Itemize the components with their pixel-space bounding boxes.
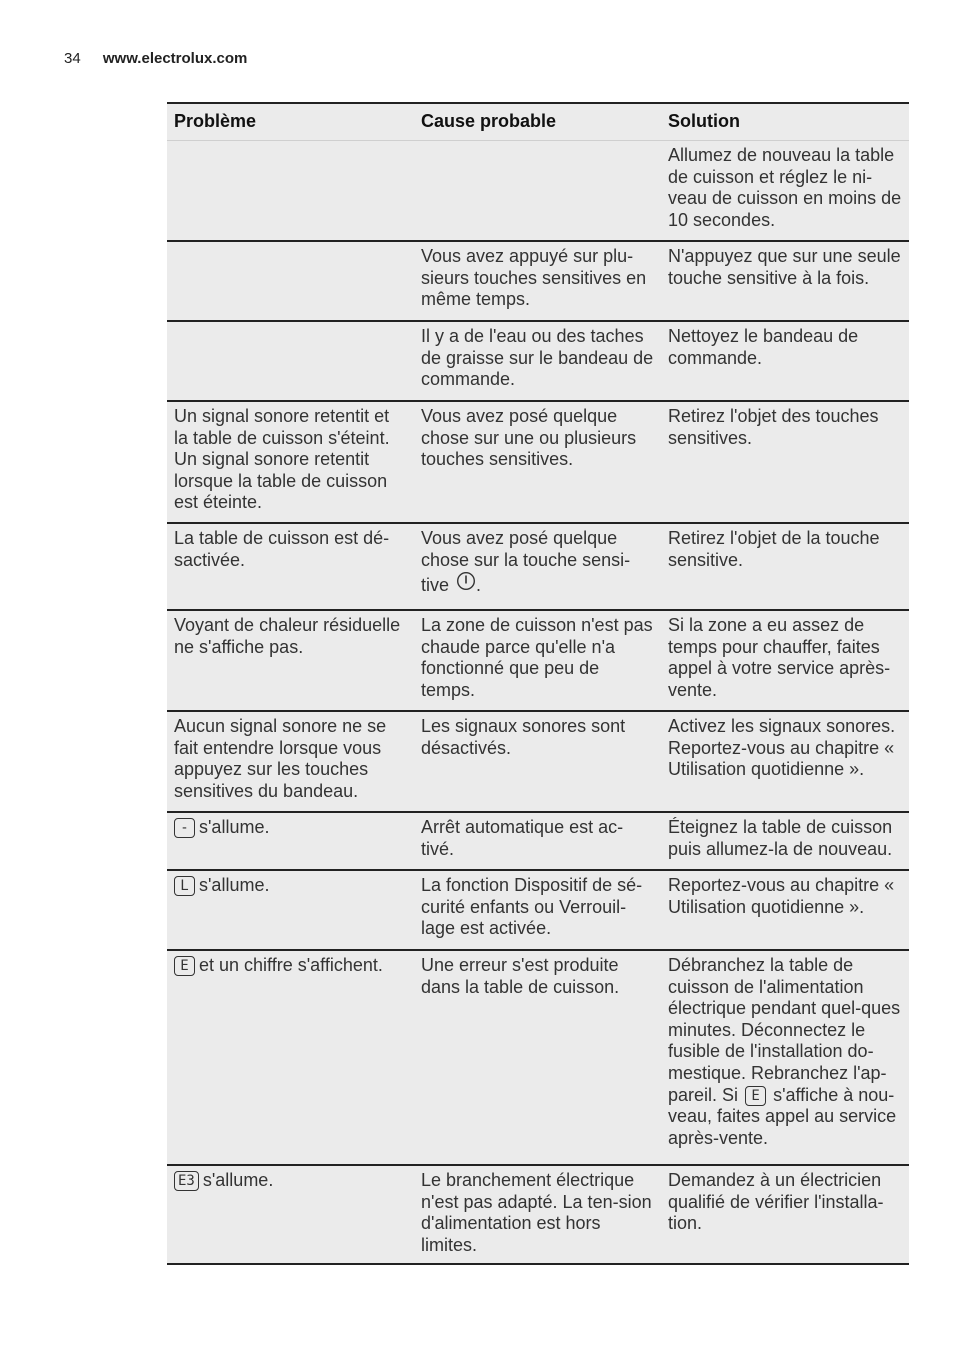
cell-solution (661, 951, 908, 1164)
cell-cause: Une erreur s'est produite dans la table de cuisson. (421, 955, 620, 997)
display-symbol-lock: L (174, 876, 195, 896)
cell-solution: Allumez de nouveau la table de cuisson et réglez le ni-veau de cuisson en moins de 10 secondes. (668, 145, 902, 230)
cell-cause-suffix: . (476, 575, 482, 596)
cell-problem: Voyant de chaleur résiduelle ne s'affiche pas. (174, 615, 401, 657)
cell-cause: Il y a de l'eau ou des taches de graisse sur le bandeau de commande. (421, 326, 654, 390)
cell-cause: Vous avez posé quelque chose sur une ou plusieurs touches sensitives. (421, 406, 637, 470)
table-row (167, 611, 909, 712)
cell-cause (414, 524, 661, 609)
cell-cause: La zone de cuisson n'est pas chaude parce qu'elle n'a fonctionné que peu de temps. (421, 615, 653, 700)
display-symbol-error: E (174, 956, 195, 976)
table-row (167, 813, 909, 871)
cell-cause: Les signaux sonores sont désactivés. (421, 716, 626, 758)
cell-problem (167, 813, 414, 869)
column-header-solution: Solution (668, 111, 740, 132)
page-number: 34 (64, 50, 81, 67)
display-symbol-error: E (745, 1086, 766, 1106)
cell-cause: La fonction Dispositif de sé-curité enfants ou Verrouil-lage est activée. (421, 875, 643, 939)
website-url: www.electrolux.com (102, 50, 248, 67)
cell-problem (167, 322, 414, 400)
troubleshooting-table (167, 102, 909, 1265)
cell-solution: N'appuyez que sur une seule touche sensitive à la fois. (668, 246, 901, 288)
cell-problem (167, 242, 414, 320)
cell-solution: Activez les signaux sonores. Reportez-vous au chapitre « Utilisation quotidienne ». (668, 716, 896, 780)
cell-cause-text: Vous avez posé quelque chose sur la touche sensi-tive (421, 528, 631, 596)
table-row (167, 871, 909, 951)
cell-problem-text: s'allume. (202, 1170, 274, 1190)
cell-problem (167, 871, 414, 949)
cell-cause: Le branchement électrique n'est pas adapté. La ten-sion d'alimentation est hors limites. (421, 1170, 652, 1255)
cell-problem-text: s'allume. (199, 817, 270, 837)
table-row (167, 322, 909, 402)
cell-problem (167, 1166, 414, 1263)
cell-problem (167, 951, 414, 1164)
cell-solution: Reportez-vous au chapitre « Utilisation quotidienne ». (668, 875, 895, 917)
cell-solution: Éteignez la table de cuisson puis allumez-la de nouveau. (668, 817, 893, 859)
column-header-cause: Cause probable (421, 111, 557, 132)
cell-cause (414, 141, 661, 240)
cell-problem: Un signal sonore retentit et la table de cuisson s'éteint. Un signal sonore retentit lorsque la table de cuisson est éteinte. (174, 406, 390, 513)
power-icon (456, 571, 476, 591)
cell-problem-text: s'allume. (199, 875, 270, 895)
table-row (167, 951, 909, 1166)
table-row (167, 1166, 909, 1265)
cell-cause: Vous avez appuyé sur plu-sieurs touches sensitives en même temps. (421, 246, 647, 310)
cell-cause: Arrêt automatique est ac-tivé. (421, 817, 624, 859)
table-header-row (167, 104, 909, 141)
table-row (167, 242, 909, 322)
table-row (167, 712, 909, 813)
table-row (167, 524, 909, 611)
column-header-problem: Problème (174, 111, 257, 132)
cell-problem: La table de cuisson est dé-sactivée. (174, 528, 390, 570)
display-symbol-e3: E3 (174, 1171, 199, 1191)
table-row (167, 402, 909, 524)
cell-problem-text: et un chiffre s'affichent. (199, 955, 383, 975)
cell-solution: Si la zone a eu assez de temps pour chauffer, faites appel à votre service après-vente. (668, 615, 891, 700)
display-symbol-dash: - (174, 818, 195, 838)
table-row (167, 141, 909, 242)
cell-solution: Retirez l'objet de la touche sensitive. (668, 528, 880, 570)
cell-solution-text: Débranchez la table de cuisson de l'alimentation électrique pendant quel-ques minutes. Déconnectez le fusible de l'installation do-mestique. Rebranchez l'ap-pareil. Si (668, 955, 901, 1105)
page-header (64, 50, 247, 67)
cell-problem: Aucun signal sonore ne se fait entendre lorsque vous appuyez sur les touches sensitives du bandeau. (174, 716, 387, 801)
cell-solution: Demandez à un électricien qualifié de vérifier l'installa-tion. (668, 1170, 884, 1234)
cell-solution-text-after: s'affiche à nou-veau, faites appel au service après-vente. (668, 1084, 897, 1148)
cell-solution: Nettoyez le bandeau de commande. (668, 326, 859, 368)
cell-solution: Retirez l'objet des touches sensitives. (668, 406, 879, 448)
cell-problem (167, 141, 414, 240)
